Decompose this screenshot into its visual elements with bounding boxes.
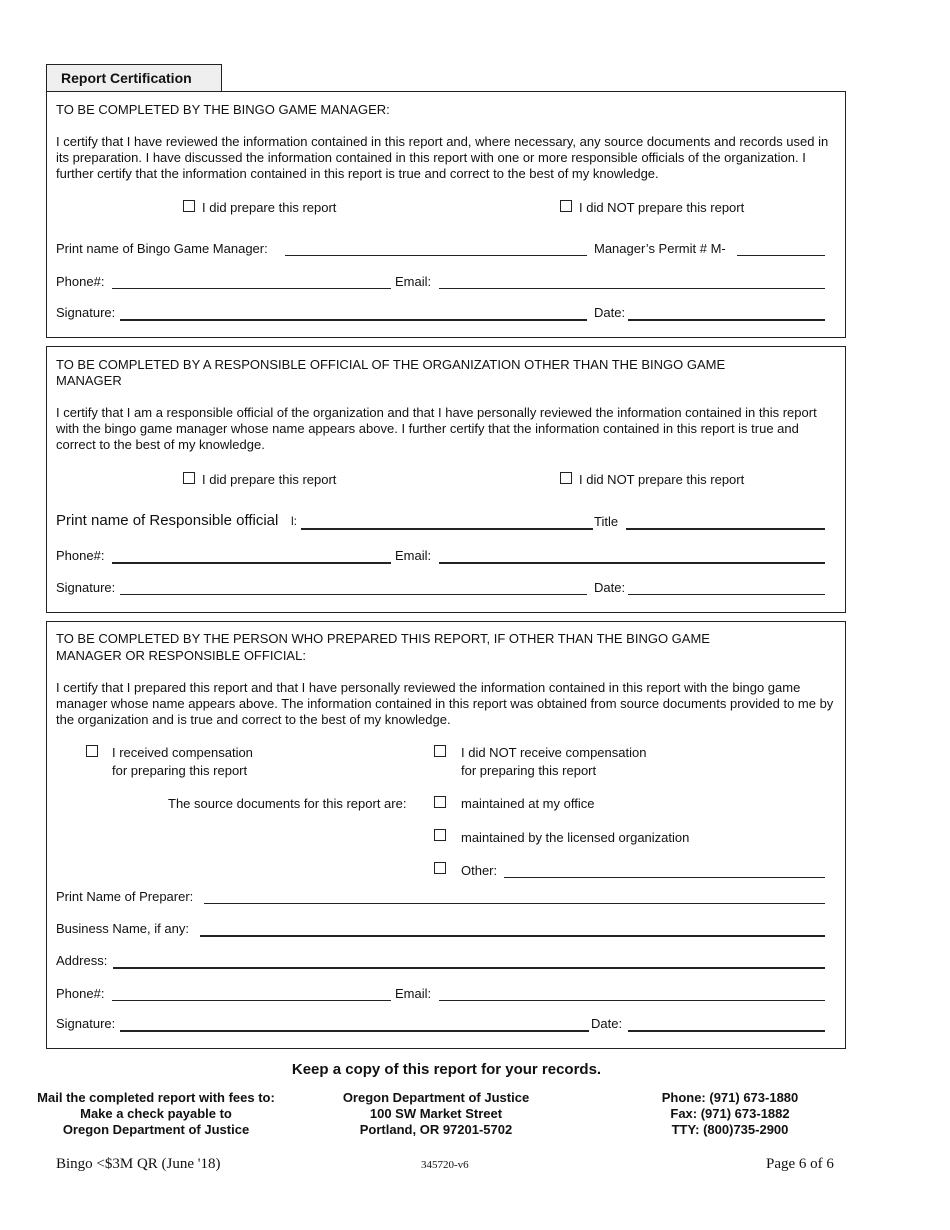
- footer-contact: [620, 1090, 840, 1138]
- footer-fax: Fax: (971) 673-1882: [670, 1106, 790, 1121]
- s3-option-office: maintained at my office: [461, 796, 595, 811]
- section3-heading-line2: MANAGER OR RESPONSIBLE OFFICIAL:: [56, 648, 306, 663]
- s1-permit-field[interactable]: [737, 255, 825, 256]
- s3-other-checkbox[interactable]: [434, 862, 446, 874]
- s3-not-received-comp-checkbox[interactable]: [434, 745, 446, 757]
- s1-print-name-label: Print name of Bingo Game Manager:: [56, 241, 268, 256]
- s1-print-name-field[interactable]: [285, 255, 587, 256]
- s3-business-label: Business Name, if any:: [56, 921, 189, 936]
- s2-email-label: Email:: [395, 548, 432, 563]
- s1-phone-label: Phone#:: [56, 274, 105, 289]
- s3-email-field[interactable]: [439, 1000, 825, 1001]
- s3-signature-field[interactable]: [120, 1030, 589, 1032]
- footer-tty: TTY: (800)735-2900: [671, 1122, 789, 1137]
- s1-did-not-prepare-checkbox[interactable]: [560, 200, 572, 212]
- report-certification-tab: Report Certification: [46, 64, 222, 91]
- s2-signature-field[interactable]: [120, 594, 587, 595]
- s3-address-field[interactable]: [113, 967, 825, 969]
- section2-cert-text: I certify that I am a responsible official of the organization and that I have personally reviewed the information contained in this report with the bingo game manager whose name appears above. I further certify that the information contained in this report is true and correct to the best of my knowledge.: [56, 405, 817, 452]
- keep-copy-notice: Keep a copy of this report for your records.: [291, 1061, 602, 1078]
- s2-phone-label: Phone#:: [56, 548, 105, 563]
- s3-phone-field[interactable]: [112, 1000, 391, 1001]
- section1-heading: TO BE COMPLETED BY THE BINGO GAME MANAGER:: [56, 102, 390, 117]
- s3-address-label: Address:: [56, 953, 108, 968]
- s3-source-docs-label: The source documents for this report are:: [168, 796, 407, 811]
- s1-date-field[interactable]: [628, 319, 825, 321]
- s2-print-name-suffix: l:: [291, 514, 297, 528]
- s3-not-received-comp-line2: for preparing this report: [461, 763, 597, 778]
- footer-mail-instructions: [20, 1090, 292, 1138]
- footer-address: [316, 1090, 556, 1138]
- s3-other-field[interactable]: [504, 877, 825, 878]
- s3-date-label: Date:: [591, 1016, 623, 1031]
- footer-mail-line2: Make a check payable to: [80, 1106, 232, 1121]
- form-name: Bingo <$3M QR (June '18): [56, 1156, 221, 1172]
- s3-not-received-comp-line1: I did NOT receive compensation: [461, 745, 647, 760]
- s1-phone-field[interactable]: [112, 288, 391, 289]
- s2-print-name-label: Print name of Responsible official: [56, 512, 279, 529]
- s2-did-prepare-label: I did prepare this report: [202, 472, 337, 487]
- s3-email-label: Email:: [395, 986, 432, 1001]
- section3-cert-text: I certify that I prepared this report and that I have personally reviewed the information contained in this report with the bingo game manager whose name appears above. The information contained in this report was obtained from source documents provided to me by the organization and is true and correct to the best of my knowledge.: [56, 680, 834, 727]
- s1-did-not-prepare-label: I did NOT prepare this report: [579, 200, 745, 215]
- footer-addr-line2: 100 SW Market Street: [369, 1106, 503, 1121]
- footer-addr-line3: Portland, OR 97201-5702: [359, 1122, 513, 1137]
- s1-signature-field[interactable]: [120, 319, 587, 321]
- s1-permit-label: Manager’s Permit # M-: [594, 241, 726, 256]
- footer-addr-line1: Oregon Department of Justice: [342, 1090, 530, 1105]
- footer-mail-line3: Oregon Department of Justice: [62, 1122, 250, 1137]
- s3-option-other: Other:: [461, 863, 498, 878]
- s3-org-checkbox[interactable]: [434, 829, 446, 841]
- s3-date-field[interactable]: [628, 1030, 825, 1032]
- section3-heading-line1: TO BE COMPLETED BY THE PERSON WHO PREPARED THIS REPORT, IF OTHER THAN THE BINGO GAME: [56, 631, 710, 646]
- s3-office-checkbox[interactable]: [434, 796, 446, 808]
- s3-received-comp-line2: for preparing this report: [112, 763, 248, 778]
- section2-heading-line2: MANAGER: [56, 373, 122, 388]
- s1-did-prepare-checkbox[interactable]: [183, 200, 195, 212]
- s2-email-field[interactable]: [439, 562, 825, 564]
- s3-received-comp-checkbox[interactable]: [86, 745, 98, 757]
- s2-phone-field[interactable]: [112, 562, 391, 564]
- s1-signature-label: Signature:: [56, 305, 116, 320]
- s2-did-not-prepare-checkbox[interactable]: [560, 472, 572, 484]
- s1-email-field[interactable]: [439, 288, 825, 289]
- s2-print-name-field[interactable]: [301, 528, 593, 530]
- s3-business-field[interactable]: [200, 935, 825, 937]
- section1-cert-text: I certify that I have reviewed the information contained in this report and, where necessary, any source documents and records used in its preparation. I have discussed the information contained in this report with one or more responsible officials of the organization. I further certify that the information contained in this report is true and correct to the best of my knowledge.: [56, 134, 829, 181]
- s3-phone-label: Phone#:: [56, 986, 105, 1001]
- footer-mail-line1: Mail the completed report with fees to:: [37, 1090, 275, 1105]
- s2-did-not-prepare-label: I did NOT prepare this report: [579, 472, 745, 487]
- s2-did-prepare-checkbox[interactable]: [183, 472, 195, 484]
- s3-signature-label: Signature:: [56, 1016, 116, 1031]
- s1-email-label: Email:: [395, 274, 432, 289]
- s2-title-label: Title: [594, 514, 619, 529]
- page-number: Page 6 of 6: [766, 1156, 834, 1172]
- s2-title-field[interactable]: [626, 528, 825, 530]
- s3-print-name-label: Print Name of Preparer:: [56, 889, 194, 904]
- s1-date-label: Date:: [594, 305, 626, 320]
- s2-date-label: Date:: [594, 580, 626, 595]
- footer-phone: Phone: (971) 673-1880: [661, 1090, 799, 1105]
- s2-signature-label: Signature:: [56, 580, 116, 595]
- doc-id: 345720-v6: [421, 1159, 469, 1171]
- s3-option-org: maintained by the licensed organization: [461, 830, 690, 845]
- s1-did-prepare-label: I did prepare this report: [202, 200, 337, 215]
- section2-heading-line1: TO BE COMPLETED BY A RESPONSIBLE OFFICIAL OF THE ORGANIZATION OTHER THAN THE BINGO GAME: [56, 357, 726, 372]
- s3-print-name-field[interactable]: [204, 903, 825, 904]
- s3-received-comp-line1: I received compensation: [112, 745, 253, 760]
- s2-date-field[interactable]: [628, 594, 825, 595]
